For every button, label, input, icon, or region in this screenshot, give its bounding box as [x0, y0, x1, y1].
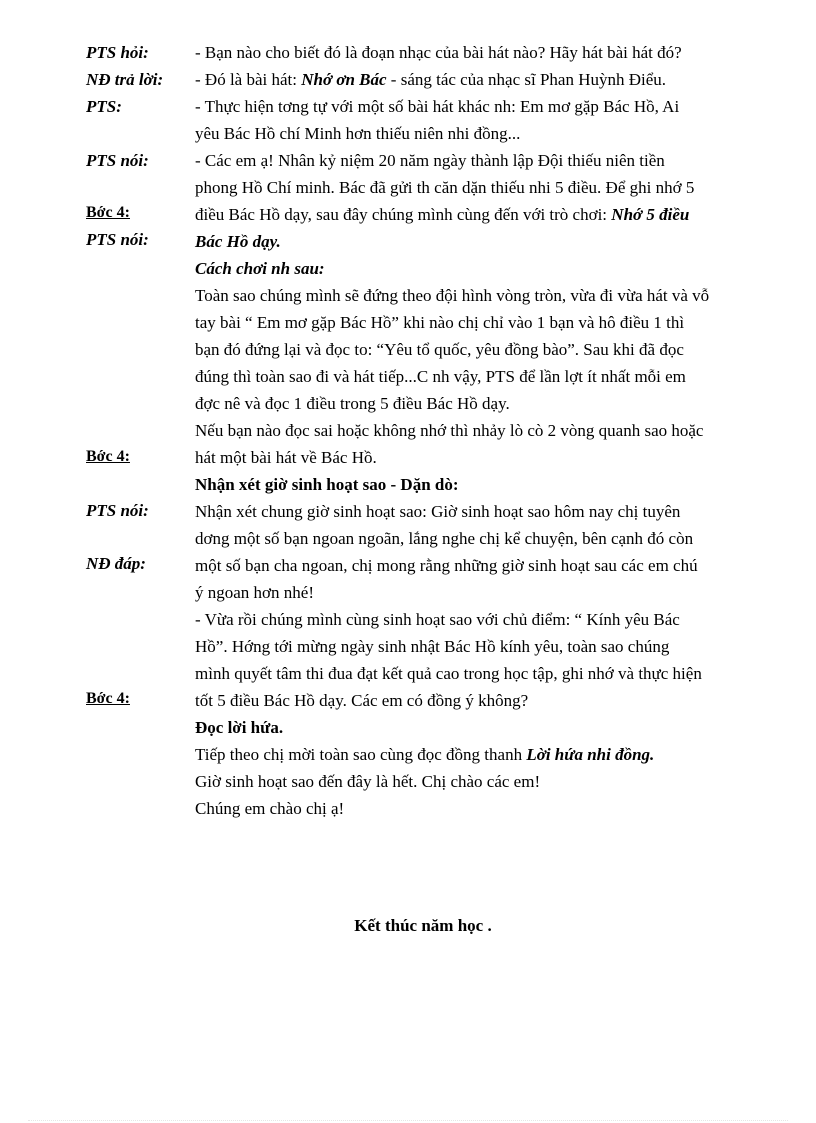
text-line: - Bạn nào cho biết đó là đoạn nhạc của bài hát nào? Hãy hát bài hát đó? [195, 43, 682, 62]
text-line: bạn đó đứng lại và đọc to: “Yêu tổ quốc, yêu đồng bào”. Sau khi đã đọc [195, 340, 684, 359]
section-heading: Cách chơi nh sau: [195, 259, 325, 278]
text-line [195, 70, 666, 90]
text-line: tốt 5 điều Bác Hồ dạy. Các em có đồng ý không? [195, 691, 529, 710]
text-line: đúng thì toàn sao đi và hát tiếp...C nh vậy, PTS để lần lợt ít nhất mỗi em [195, 367, 686, 386]
speaker-label: NĐ đáp: [86, 554, 146, 573]
text-run: - sáng tác của nhạc sĩ Phan Huỳnh Điểu. [386, 70, 667, 89]
text-line: phong Hồ Chí minh. Bác đã gửi th căn dặn thiếu nhi 5 điều. Để ghi nhớ 5 [195, 178, 695, 197]
text-line: Chúng em chào chị ạ! [195, 799, 345, 818]
text-line: Nếu bạn nào đọc sai hoặc không nhớ thì nhảy lò cò 2 vòng quanh sao hoặc [195, 421, 704, 440]
text-line: - Vừa rồi chúng mình cùng sinh hoạt sao với chủ điểm: “ Kính yêu Bác [195, 610, 680, 629]
text-line: Toàn sao chúng mình sẽ đứng theo đội hình vòng tròn, vừa đi vừa hát và vỗ [195, 286, 710, 305]
text-line [195, 745, 654, 765]
step-label: Bớc 4: [86, 204, 130, 221]
text-line: một số bạn cha ngoan, chị mong rằng những giờ sinh hoạt sau các em chú [195, 556, 698, 575]
text-line: tay bài “ Em mơ gặp Bác Hồ” khi nào chị chỉ vào 1 bạn và hô điều 1 thì [195, 313, 685, 332]
text-line: Nhận xét chung giờ sinh hoạt sao: Giờ sinh hoạt sao hôm nay chị tuyên [195, 502, 681, 521]
step-label: Bớc 4: [86, 690, 130, 707]
text-line: - Các em ạ! Nhân kỷ niệm 20 năm ngày thành lập Đội thiếu niên tiền [195, 151, 665, 170]
speaker-label: PTS nói: [86, 151, 149, 170]
speaker-label: PTS: [86, 97, 122, 116]
section-heading: Đọc lời hứa. [195, 718, 284, 737]
text-line [195, 205, 689, 225]
text-run: điều Bác Hồ dạy, sau đây chúng mình cùng đến với trò chơi: [195, 205, 612, 224]
text-run: - Đó là bài hát: [195, 70, 302, 89]
promise-title: Lời hứa nhi đồng. [526, 745, 655, 764]
text-line: Giờ sinh hoạt sao đến đây là hết. Chị chào các em! [195, 772, 541, 791]
section-heading: Nhận xét giờ sinh hoạt sao - Dặn dò: [195, 475, 459, 494]
speaker-label: PTS nói: [86, 230, 149, 249]
page-bottom-divider [28, 1120, 788, 1121]
text-line: hát một bài hát về Bác Hồ. [195, 448, 377, 467]
text-line: Hồ”. Hớng tới mừng ngày sinh nhật Bác Hồ kính yêu, toàn sao chúng [195, 637, 670, 656]
text-line: - Thực hiện tơng tự với một số bài hát khác nh: Em mơ gặp Bác Hồ, Ai [195, 97, 680, 116]
text-line: đợc nê và đọc 1 điều trong 5 điều Bác Hồ dạy. [195, 394, 510, 413]
speaker-label: PTS hỏi: [86, 43, 149, 62]
game-title: Nhớ 5 điều [611, 205, 690, 224]
text-line: dơng một số bạn ngoan ngoãn, lắng nghe chị kể chuyện, bên cạnh đó còn [195, 529, 694, 548]
closing-heading: Kết thúc năm học . [354, 916, 492, 935]
game-title-continued: Bác Hồ dạy. [195, 232, 281, 251]
step-label: Bớc 4: [86, 448, 130, 465]
speaker-label: PTS nói: [86, 501, 149, 520]
speaker-label: NĐ trả lời: [86, 70, 164, 89]
text-line: ý ngoan hơn nhé! [195, 583, 314, 602]
text-line: mình quyết tâm thi đua đạt kết quả cao trong học tập, ghi nhớ và thực hiện [195, 664, 702, 683]
song-title: Nhớ ơn Bác [301, 70, 387, 89]
text-run: Tiếp theo chị mời toàn sao cùng đọc đồng thanh [195, 745, 527, 764]
text-line: yêu Bác Hồ chí Minh hơn thiếu niên nhi đồng... [195, 124, 521, 143]
